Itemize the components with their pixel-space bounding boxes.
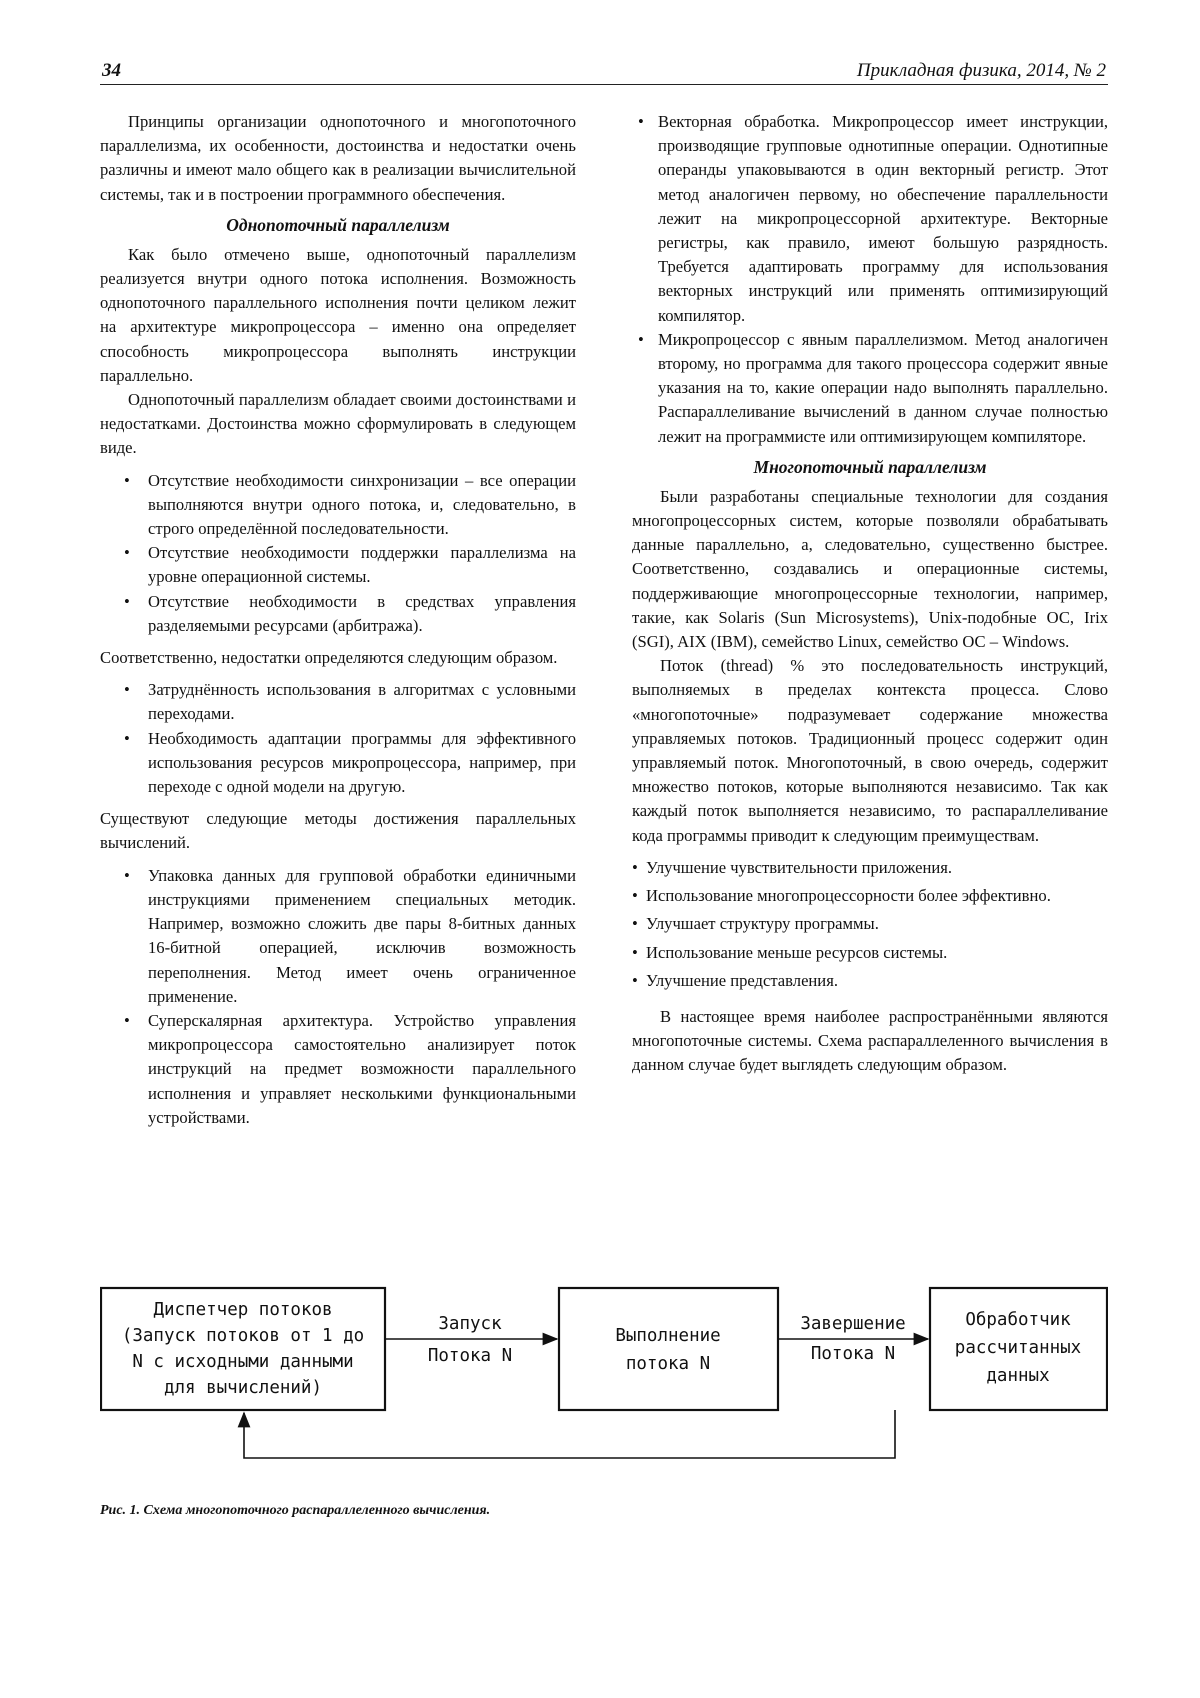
handler-label-1: Обработчик xyxy=(965,1310,1071,1330)
left-column xyxy=(100,110,576,1130)
list-item: • Упаковка данных для групповой обработки единичными инструкциями применением специальных методик. Например, возможно сложить две пары 8-битных данных 16-битной операцией, исключив возможность переполнения. Метод имеет очень ограниченное применение. xyxy=(124,865,576,1006)
launch-label-1: Запуск xyxy=(438,1314,502,1334)
list-item: • Суперскалярная архитектура. Устройство управления микропроцессора самостоятельно анализирует поток инструкций на предмет возможности параллельного исполнения и управляет несколькими функциональными устройствами. xyxy=(124,1010,576,1127)
bullet-icon: • xyxy=(638,112,644,131)
paragraph: Были разработаны специальные технологии для создания многопроцессорных систем, которые позволяли обрабатывать данные параллельно, а, следовательно, существенно быстрее. Соответственно, создавались и операционные системы, поддерживающие многопроцессорные технологии, например, такие, как Solaris (Sun Microsystems), Unix-подобные ОС, Irix (SGI), AIX (IBM), семейство Linux, семейство ОС – Windows. xyxy=(632,486,1108,652)
dispatcher-label-4: для вычислений) xyxy=(163,1378,323,1398)
list-item: • Использование меньше ресурсов системы. xyxy=(632,941,1108,965)
bullet-icon: • xyxy=(632,914,638,934)
paragraph: Однопоточный параллелизм обладает своими достоинствами и недостатками. Достоинства можно сформулировать в следующем виде. xyxy=(100,390,576,458)
page-number: 34 xyxy=(102,60,121,81)
dispatcher-label-2: (Запуск потоков от 1 до xyxy=(121,1326,365,1346)
bullet-icon: • xyxy=(124,470,130,490)
execution-box xyxy=(559,1288,778,1410)
flow-diagram xyxy=(100,1285,1108,1485)
handler-label-2: рассчитанных xyxy=(954,1338,1082,1358)
bullet-icon: • xyxy=(124,680,130,700)
running-header xyxy=(100,58,1108,85)
dispatcher-label-1: Диспетчер потоков xyxy=(153,1300,333,1320)
methods-list-continued xyxy=(632,110,1108,449)
paragraph: В настоящее время наиболее распространёнными являются многопоточные системы. Схема распараллеленного вычисления в данном случае будет выглядеть следующим образом. xyxy=(632,1006,1108,1075)
list-item: • Использование многопроцессорности более эффективно. xyxy=(632,884,1108,908)
feedback-arrow xyxy=(244,1410,895,1458)
finish-label-2: Потока N xyxy=(810,1344,896,1364)
journal-title: Прикладная физика, 2014, № 2 xyxy=(856,60,1106,81)
list-item: • Отсутствие необходимости поддержки параллелизма на уровне операционной системы. xyxy=(124,543,576,587)
list-item: • Векторная обработка. Микропроцессор имеет инструкции, производящие групповые однотипные операции. Однотипные операнды упаковываются в один векторный регистр. Этот метод аналогичен первому, но обеспечение параллельности лежит на микропроцессорной архитектуре. Векторные регистры, как правило, имеют большую разрядность. Требуется адаптировать программу для использования векторных инструкций или применять оптимизирующий компилятор. xyxy=(638,112,1108,325)
list-item: • Отсутствие необходимости в средствах управления разделяемыми ресурсами (арбитража). xyxy=(124,591,576,635)
bullet-icon: • xyxy=(632,970,638,990)
list-item: • Отсутствие необходимости синхронизации – все операции выполняются внутри одного потока, и, следовательно, в строго определённой последовательности. xyxy=(124,470,576,539)
list-item: • Улучшение представления. xyxy=(632,969,1108,993)
disadvantages-list xyxy=(100,678,576,799)
paragraph: Как было отмечено выше, однопоточный параллелизм реализуется внутри одного потока исполнения. Возможность однопоточного параллельного исполнения почти целиком лежит на архитектуре микропроцессора – именно она определяет способность микропроцессора выполнять инструкции параллельно. xyxy=(100,244,576,385)
bullet-icon: • xyxy=(632,886,638,906)
list-item: • Улучшение чувствительности приложения. xyxy=(632,856,1108,880)
bullet-icon: • xyxy=(632,857,638,877)
execution-label-1: Выполнение xyxy=(615,1326,721,1346)
bullet-icon: • xyxy=(124,728,130,748)
paragraph: Поток (thread) % это последовательность инструкций, выполняемых в пределах контекста процесса. Слово «многопоточные» подразумевает содержание множества управляемых потоков. Традиционный процесс содержит один управляемый поток. Многопоточный, в свою очередь, содержит множество потоков, которые выполняются независимо. Так как каждый поток выполняется независимо, то распараллеливание кода программы приводит к следующим преимуществам. xyxy=(632,656,1108,845)
launch-label-2: Потока N xyxy=(427,1346,513,1366)
list-item: • Необходимость адаптации программы для эффективного использования ресурсов микропроцессора, например, при переходе с одной модели на другую. xyxy=(124,728,576,797)
bullet-icon: • xyxy=(638,329,644,349)
bullet-icon: • xyxy=(124,865,130,885)
bullet-icon: • xyxy=(124,591,130,611)
list-item: • Улучшает структуру программы. xyxy=(632,912,1108,936)
paragraph: Соответственно, недостатки определяются следующим образом. xyxy=(100,648,558,668)
list-item: • Затруднённость использования в алгоритмах с условными переходами. xyxy=(124,680,576,724)
paragraph: Существуют следующие методы достижения параллельных вычислений. xyxy=(100,809,576,853)
bullet-icon: • xyxy=(124,543,130,563)
figure-caption: Рис. 1. Схема многопоточного распараллеленного вычисления. xyxy=(100,1503,491,1518)
section-heading-multi-thread: Многопоточный параллелизм xyxy=(753,456,987,477)
benefits-list xyxy=(632,856,1108,993)
bullet-icon: • xyxy=(632,942,638,962)
list-item: • Микропроцессор с явным параллелизмом. Метод аналогичен второму, но программа для такого процессора содержит явные указания на то, какие операции надо выполнять параллельно. Распараллеливание вычислений в данном случае полностью лежит на программисте или оптимизирующем компиляторе. xyxy=(638,329,1108,446)
advantages-list xyxy=(100,469,576,638)
handler-label-3: данных xyxy=(986,1366,1050,1386)
bullet-icon: • xyxy=(124,1010,130,1030)
execution-label-2: потока N xyxy=(625,1354,711,1374)
methods-list xyxy=(100,864,576,1130)
right-column xyxy=(632,110,1108,1078)
section-heading-single-thread: Однопоточный параллелизм xyxy=(226,214,450,235)
intro-paragraph: Принципы организации однопоточного и многопоточного параллелизма, их особенности, достоинства и недостатки очень различны и имеют мало общего как в реализации вычислительной системы, так и в построении программного обеспечения. xyxy=(100,112,576,204)
finish-label-1: Завершение xyxy=(800,1314,906,1334)
dispatcher-label-3: N с исходными данными xyxy=(132,1352,354,1372)
